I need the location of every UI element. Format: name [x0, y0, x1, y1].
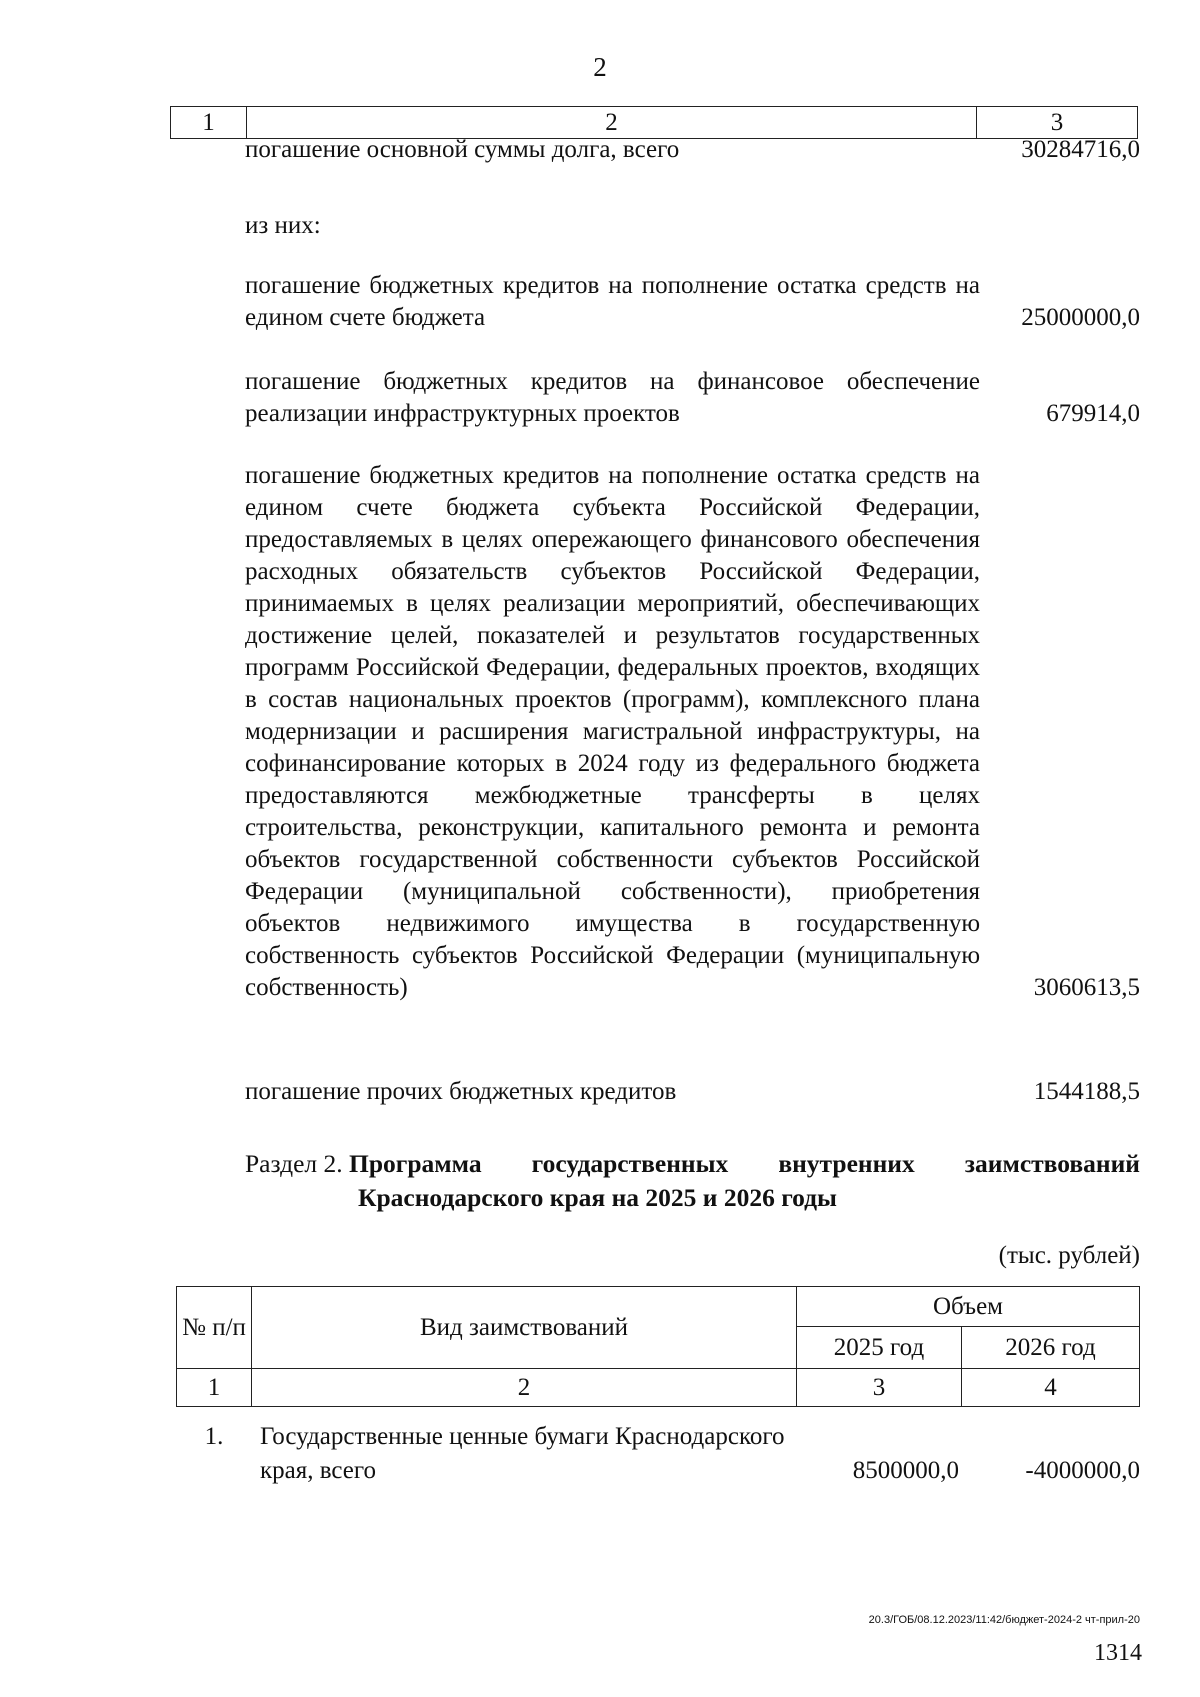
row-text: погашение прочих бюджетных кредитов: [245, 1078, 677, 1105]
row-text: погашение бюджетных кредитов на пополнение остатка средств на едином счете бюджета: [245, 272, 980, 331]
col-header-volume: Объем: [797, 1287, 1140, 1327]
row-value: 1544188,5: [1033, 1078, 1140, 1105]
num-row-cell: 1: [177, 1369, 252, 1407]
section-2-heading: [245, 1147, 1140, 1215]
row-text: погашение бюджетных кредитов на финансовое обеспечение реализации инфраструктурных проектов: [245, 368, 980, 427]
table-row: [176, 1420, 1140, 1488]
page-number: 2: [593, 52, 607, 82]
row-budget-balance-credits: [245, 270, 1140, 334]
units-label: (тыс. рублей): [998, 1242, 1140, 1269]
item-value-2025: 8500000,0: [852, 1457, 959, 1484]
sheet-number: 1314: [1094, 1640, 1142, 1666]
borrowings-table: [176, 1286, 1140, 1407]
item-value-2026: -4000000,0: [1025, 1457, 1140, 1484]
row-infrastructure-credits: [245, 366, 1140, 430]
row-text: погашение основной суммы долга, всего: [245, 136, 680, 163]
document-code: 20.3/ГОБ/08.12.2023/11:42/бюджет-2024-2 чт-прил-20: [868, 1614, 1140, 1626]
section-title-word: государственных: [531, 1149, 729, 1178]
section-title-word: заимствований: [964, 1149, 1140, 1178]
row-other-credits: [245, 1076, 1140, 1108]
section-title-word: Программа: [349, 1149, 482, 1178]
column-header-3: 3: [1050, 108, 1064, 136]
row-advance-financing-credits: [245, 460, 1140, 1004]
row-of-them: [245, 210, 1140, 242]
section-title-word: внутренних: [778, 1149, 915, 1178]
col-header-2026: 2026 год: [962, 1327, 1140, 1369]
row-value: 25000000,0: [1021, 304, 1140, 331]
item-name: Государственные ценные бумаги Краснодарского края, всего: [260, 1423, 785, 1484]
section-title-line2: Краснодарского края на 2025 и 2026 годы: [358, 1183, 837, 1212]
row-text: из них:: [245, 212, 321, 239]
row-value: 3060613,5: [1033, 974, 1140, 1001]
row-value: 679914,0: [1046, 400, 1140, 427]
num-row-cell: 4: [962, 1369, 1140, 1407]
row-value: 30284716,0: [1021, 136, 1140, 163]
col-header-2025: 2025 год: [797, 1327, 962, 1369]
num-row-cell: 3: [797, 1369, 962, 1407]
column-header-1: 1: [171, 107, 247, 138]
column-header-2: 2: [247, 107, 977, 138]
num-row-cell: 2: [252, 1369, 797, 1407]
section-prefix: Раздел 2.: [245, 1149, 343, 1178]
col-header-type: Вид заимствований: [252, 1287, 797, 1369]
col-header-no: № п/п: [177, 1287, 252, 1369]
item-number: 1.: [204, 1423, 224, 1450]
row-principal-repayment: [245, 134, 1140, 166]
row-text: погашение бюджетных кредитов на пополнение остатка средств на едином счете бюджета субъекта Российской Федерации, предоставляемых в целях опережающего финансового обеспечения расходных обязательств субъектов Российской Федерации, принимаемых в целях реализации мероприятий, обеспечивающих достижение целей, показателей и результатов государственных программ Российской Федерации, федеральных проектов, входящих в состав национальных проектов (программ), комплексного плана модернизации и расширения магистральной инфраструктуры, на софинансирование которых в 2024 году из федерального бюджета предоставляются межбюджетные трансферты в целях строительства, реконструкции, капитального ремонта и ремонта объектов государственной собственности субъектов Российской Федерации (муниципальной собственности), приобретения объектов недвижимого имущества в государственную собственность субъектов Российской Федерации (муниципальную собственность): [245, 462, 980, 1001]
